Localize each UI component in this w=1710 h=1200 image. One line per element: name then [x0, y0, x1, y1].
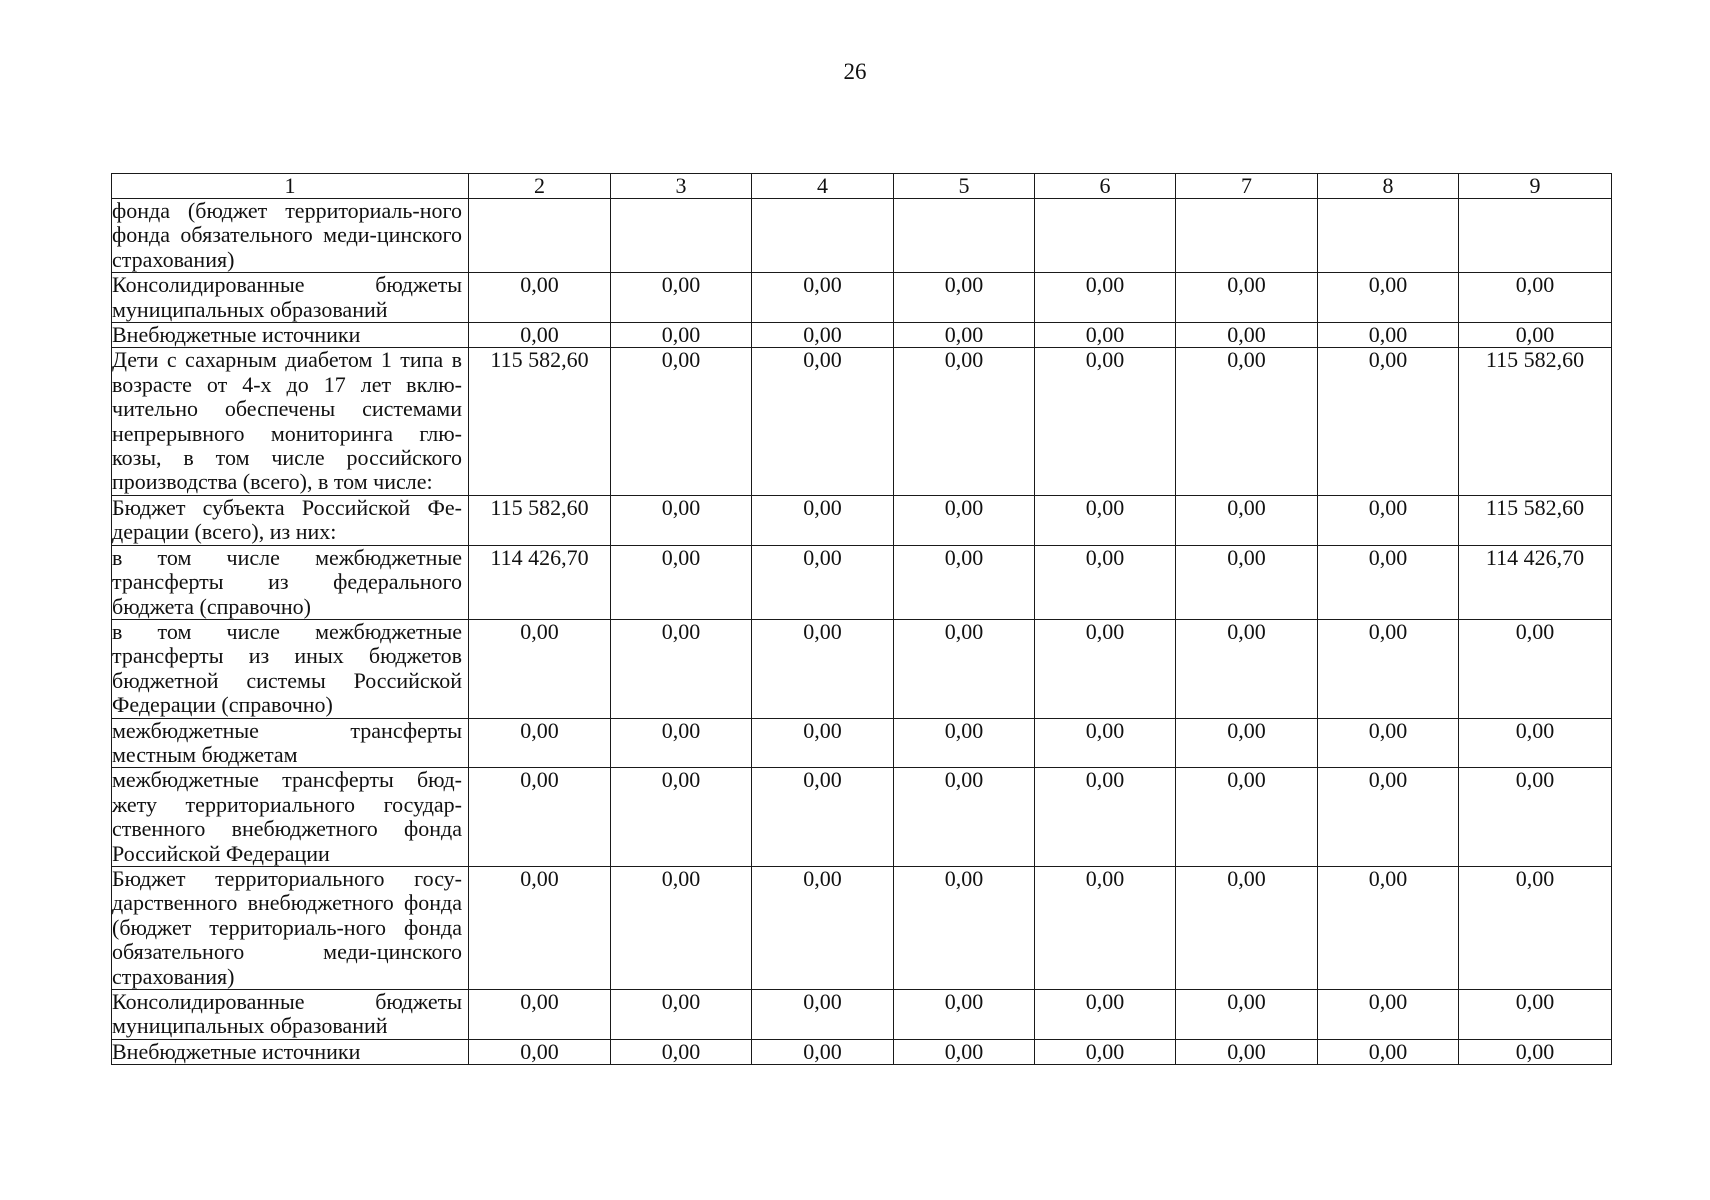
value-cell	[894, 199, 1035, 273]
value-cell: 0,00	[894, 768, 1035, 867]
value-cell: 0,00	[1318, 273, 1459, 323]
value-cell: 0,00	[1176, 323, 1318, 348]
value-cell: 114 426,70	[469, 545, 611, 619]
value-cell: 0,00	[1318, 348, 1459, 495]
value-cell: 0,00	[752, 273, 894, 323]
value-cell: 0,00	[469, 323, 611, 348]
value-cell: 0,00	[1176, 718, 1318, 768]
value-cell: 0,00	[611, 866, 752, 989]
row-label: фонда (бюджет территориаль-ного фонда обязательного меди-цинского страхования)	[112, 199, 469, 273]
value-cell: 0,00	[752, 323, 894, 348]
table-row	[112, 990, 1612, 1040]
value-cell: 0,00	[611, 273, 752, 323]
value-cell: 0,00	[894, 866, 1035, 989]
value-cell	[1176, 199, 1318, 273]
value-cell: 0,00	[1035, 1039, 1176, 1064]
value-cell	[752, 199, 894, 273]
table-row	[112, 199, 1612, 273]
value-cell: 0,00	[752, 1039, 894, 1064]
value-cell: 0,00	[611, 495, 752, 545]
value-cell: 0,00	[894, 545, 1035, 619]
value-cell: 0,00	[611, 323, 752, 348]
value-cell: 0,00	[894, 348, 1035, 495]
value-cell: 0,00	[1035, 323, 1176, 348]
value-cell: 0,00	[469, 619, 611, 718]
value-cell: 0,00	[894, 990, 1035, 1040]
value-cell: 0,00	[611, 619, 752, 718]
row-label: в том числе межбюджетные трансферты из федерального бюджета (справочно)	[112, 545, 469, 619]
column-header: 4	[752, 174, 894, 199]
table-row	[112, 348, 1612, 495]
value-cell: 0,00	[1035, 348, 1176, 495]
column-header: 3	[611, 174, 752, 199]
value-cell: 0,00	[894, 619, 1035, 718]
value-cell: 0,00	[611, 990, 752, 1040]
table-row	[112, 273, 1612, 323]
value-cell: 0,00	[1459, 323, 1612, 348]
row-label: Дети с сахарным диабетом 1 типа в возрасте от 4-х до 17 лет вклю-чительно обеспечены системами непрерывного мониторинга глю-козы, в том числе российского производства (всего), в том числе:	[112, 348, 469, 495]
value-cell: 0,00	[752, 545, 894, 619]
table-row	[112, 545, 1612, 619]
table-row	[112, 1039, 1612, 1064]
column-header: 1	[112, 174, 469, 199]
row-label: Консолидированные бюджеты муниципальных образований	[112, 273, 469, 323]
value-cell: 0,00	[752, 495, 894, 545]
page-number: 26	[843, 59, 867, 84]
value-cell: 115 582,60	[469, 348, 611, 495]
value-cell: 0,00	[752, 990, 894, 1040]
value-cell: 0,00	[894, 1039, 1035, 1064]
value-cell: 0,00	[1459, 990, 1612, 1040]
value-cell: 0,00	[1176, 768, 1318, 867]
table-row	[112, 718, 1612, 768]
row-label: Бюджет субъекта Российской Фе-дерации (всего), из них:	[112, 495, 469, 545]
value-cell: 0,00	[1176, 348, 1318, 495]
value-cell: 0,00	[1176, 495, 1318, 545]
column-header: 8	[1318, 174, 1459, 199]
value-cell: 0,00	[1035, 545, 1176, 619]
value-cell: 0,00	[1318, 1039, 1459, 1064]
value-cell: 0,00	[1035, 495, 1176, 545]
value-cell: 0,00	[611, 545, 752, 619]
row-label: межбюджетные трансферты местным бюджетам	[112, 718, 469, 768]
value-cell: 0,00	[1318, 619, 1459, 718]
row-label: Внебюджетные источники	[112, 323, 469, 348]
value-cell: 0,00	[469, 990, 611, 1040]
table-row	[112, 768, 1612, 867]
table-row	[112, 619, 1612, 718]
value-cell: 0,00	[469, 273, 611, 323]
value-cell: 0,00	[894, 273, 1035, 323]
table-row	[112, 495, 1612, 545]
value-cell: 0,00	[1035, 866, 1176, 989]
value-cell: 0,00	[1318, 545, 1459, 619]
value-cell: 114 426,70	[1459, 545, 1612, 619]
value-cell: 0,00	[1035, 273, 1176, 323]
value-cell: 0,00	[1176, 273, 1318, 323]
value-cell: 0,00	[1459, 1039, 1612, 1064]
value-cell: 0,00	[611, 718, 752, 768]
value-cell: 115 582,60	[469, 495, 611, 545]
value-cell: 0,00	[611, 768, 752, 867]
value-cell: 115 582,60	[1459, 495, 1612, 545]
value-cell: 0,00	[1318, 866, 1459, 989]
value-cell: 0,00	[752, 768, 894, 867]
column-header: 2	[469, 174, 611, 199]
value-cell: 0,00	[1459, 866, 1612, 989]
value-cell: 0,00	[1176, 545, 1318, 619]
value-cell: 0,00	[611, 1039, 752, 1064]
value-cell: 0,00	[1459, 273, 1612, 323]
column-header: 7	[1176, 174, 1318, 199]
value-cell: 0,00	[894, 718, 1035, 768]
value-cell: 0,00	[752, 348, 894, 495]
value-cell: 0,00	[1318, 495, 1459, 545]
value-cell: 0,00	[1318, 768, 1459, 867]
value-cell: 0,00	[1035, 990, 1176, 1040]
row-label: Бюджет территориального госу-дарственного внебюджетного фонда (бюджет территориаль-ного фонда обязательного меди-цинского страхования)	[112, 866, 469, 989]
value-cell: 0,00	[1176, 990, 1318, 1040]
value-cell: 0,00	[611, 348, 752, 495]
value-cell: 0,00	[1035, 768, 1176, 867]
value-cell: 0,00	[469, 718, 611, 768]
value-cell: 0,00	[1035, 619, 1176, 718]
value-cell: 0,00	[1318, 990, 1459, 1040]
row-label: в том числе межбюджетные трансферты из иных бюджетов бюджетной системы Российской Федерации (справочно)	[112, 619, 469, 718]
value-cell: 0,00	[752, 866, 894, 989]
value-cell: 0,00	[469, 866, 611, 989]
value-cell	[1318, 199, 1459, 273]
value-cell	[611, 199, 752, 273]
budget-table	[111, 173, 1612, 1065]
value-cell	[469, 199, 611, 273]
table-row	[112, 866, 1612, 989]
column-header: 5	[894, 174, 1035, 199]
column-header: 9	[1459, 174, 1612, 199]
value-cell: 0,00	[894, 323, 1035, 348]
row-label: Консолидированные бюджеты муниципальных образований	[112, 990, 469, 1040]
value-cell: 0,00	[469, 1039, 611, 1064]
row-label: Внебюджетные источники	[112, 1039, 469, 1064]
value-cell: 0,00	[1176, 619, 1318, 718]
value-cell: 115 582,60	[1459, 348, 1612, 495]
value-cell: 0,00	[1176, 1039, 1318, 1064]
table-row	[112, 323, 1612, 348]
row-label: межбюджетные трансферты бюд-жету территориального государ-ственного внебюджетного фонда Российской Федерации	[112, 768, 469, 867]
value-cell: 0,00	[894, 495, 1035, 545]
value-cell: 0,00	[1459, 768, 1612, 867]
value-cell	[1035, 199, 1176, 273]
value-cell: 0,00	[469, 768, 611, 867]
value-cell: 0,00	[752, 619, 894, 718]
column-header: 6	[1035, 174, 1176, 199]
value-cell: 0,00	[1459, 718, 1612, 768]
value-cell: 0,00	[1035, 718, 1176, 768]
value-cell: 0,00	[752, 718, 894, 768]
value-cell: 0,00	[1318, 718, 1459, 768]
table-header-row	[112, 174, 1612, 199]
value-cell	[1459, 199, 1612, 273]
value-cell: 0,00	[1318, 323, 1459, 348]
value-cell: 0,00	[1176, 866, 1318, 989]
value-cell: 0,00	[1459, 619, 1612, 718]
